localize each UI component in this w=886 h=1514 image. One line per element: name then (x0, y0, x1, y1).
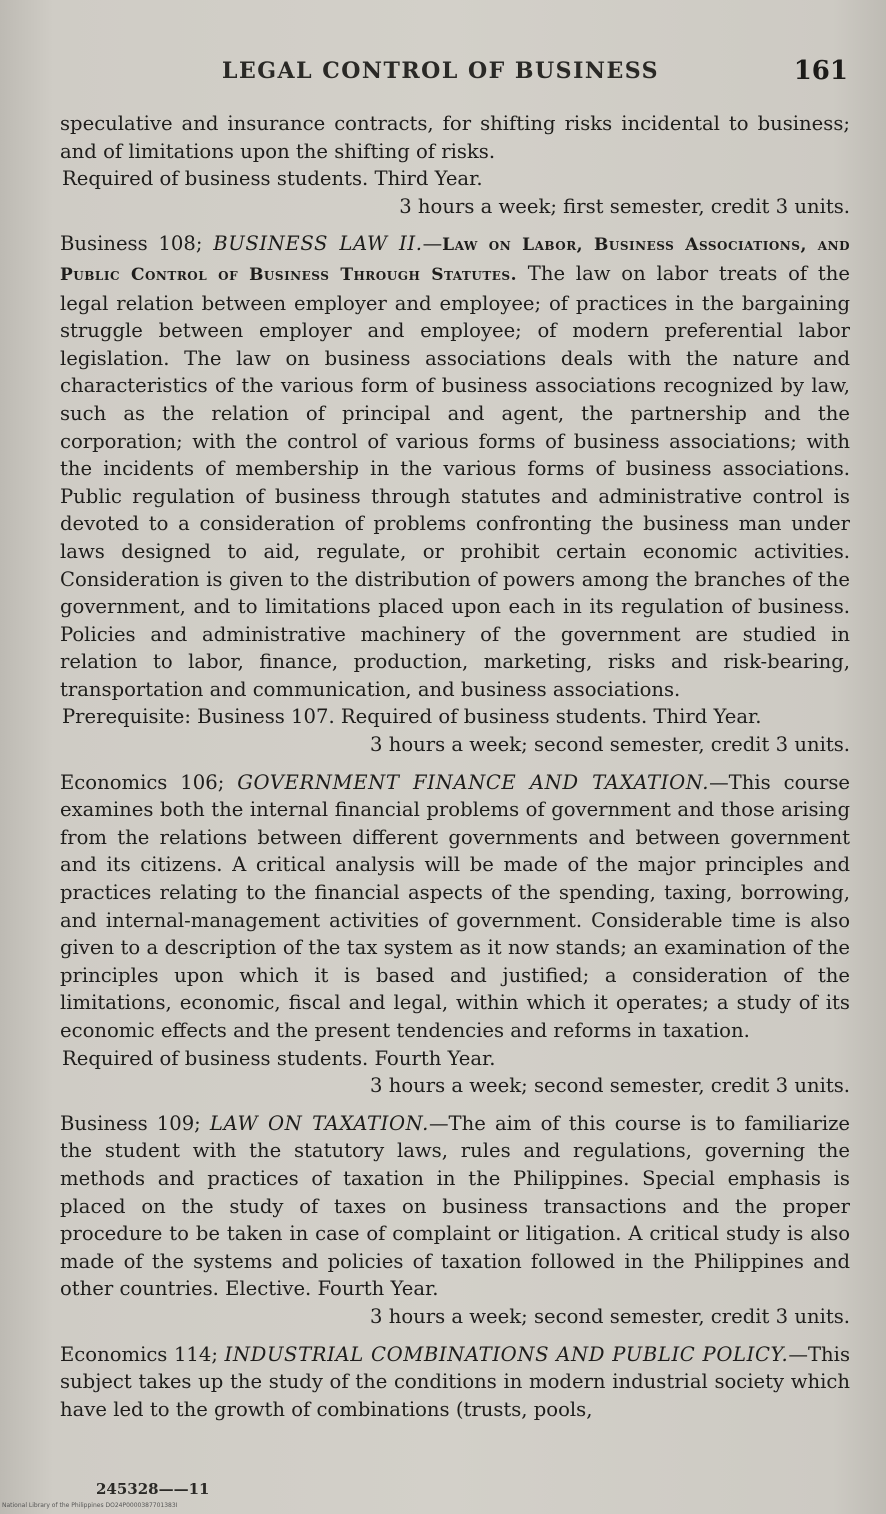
course-economics-114: Economics 114; INDUSTRIAL COMBINATIONS AND PUBLIC POLICY.—This subject takes up the study of the conditions in modern industrial society which have led to the growth of combinations (trusts, pools, (60, 1342, 850, 1421)
course-code: Economics 114; (60, 1342, 218, 1366)
page-number: 161 (793, 56, 848, 86)
course-code: Economics 106; (60, 770, 225, 794)
intro-hours: 3 hours a week; first semester, credit 3 units. (399, 194, 850, 218)
intro-paragraph: speculative and insurance contracts, for shifting risks incidental to business; and of limitations upon the shifting of risks. (60, 112, 850, 163)
course-requirement: Prerequisite: Business 107. Required of business students. Third Year. (62, 705, 762, 729)
course-title: LAW ON TAXATION. (209, 1111, 429, 1135)
scan-credit: National Library of the Philippines DO24P0000387701383I (2, 1502, 178, 1509)
course-title: BUSINESS LAW II. (213, 232, 423, 256)
course-hours: 3 hours a week; second semester, credit 3 units. (370, 1304, 850, 1328)
running-head: LEGAL CONTROL OF BUSINESS (222, 58, 660, 84)
course-economics-106: Economics 106; GOVERNMENT FINANCE AND TAXATION.—This course examines both the internal financial problems of government and those arising from the relations between different governments and between government and its citizens. A critical analysis will be made of the major principles and practices relating to the financial aspects of the spending, taxing, borrowing, and internal-management activities of government. Considerable time is also given to a description of the tax system as it now stands; an examination of the principles upon which it is based and justified; a consideration of the limitations, economic, fiscal and legal, within which it operates; a study of its economic effects and the present tendencies and reforms in taxation. (60, 770, 850, 1042)
course-hours: 3 hours a week; second semester, credit 3 units. (370, 733, 850, 757)
course-description: The aim of this course is to familiarize the student with the statutory laws, rules and regulations, governing the methods and practices of taxation in the Philippines. Special emphasis is placed on the study of taxes on business transactions and the proper procedure to be taken in case of complaint or litigation. A critical study is also made of the systems and policies of taxation followed in the Philippines and other countries. Elective. Fourth Year. (60, 1111, 850, 1301)
course-title: INDUSTRIAL COMBINATIONS AND PUBLIC POLICY. (224, 1342, 789, 1366)
course-code: Business 108; (60, 232, 203, 256)
course-code: Business 109; (60, 1111, 201, 1135)
course-title: GOVERNMENT FINANCE AND TAXATION. (237, 770, 710, 794)
course-business-109: Business 109; LAW ON TAXATION.—The aim of this course is to familiarize the student with the statutory laws, rules and regulations, governing the methods and practices of taxation in the Philippines. Special emphasis is placed on the study of taxes on business transactions and the proper procedure to be taken in case of complaint or litigation. A critical study is also made of the systems and policies of taxation followed in the Philippines and other countries. Elective. Fourth Year. (60, 1111, 850, 1301)
page-body (60, 110, 850, 1423)
printer-signature: 245328——11 (96, 1480, 210, 1498)
course-hours: 3 hours a week; second semester, credit 3 units. (370, 1074, 850, 1098)
course-description: This course examines both the internal financial problems of government and those arising from the relations between different governments and between government and its citizens. A critical analysis will be made of the major principles and practices relating to the financial aspects of the spending, taxing, borrowing, and internal-management activities of government. Considerable time is also given to a description of the tax system as it now stands; an examination of the principles upon which it is based and justified; a consideration of the limitations, economic, fiscal and legal, within which it operates; a study of its economic effects and the present tendencies and reforms in taxation. (60, 770, 850, 1042)
course-business-108: Business 108; BUSINESS LAW II.—Law on Labor, Business Associations, and Public Control of Business Through Statutes. The law on labor treats of the legal relation between employer and employee; of practices in the bargaining struggle between employer and employee; of modern preferential labor legislation. The law on business associations deals with the nature and characteristics of the various form of business associations recognized by law, such as the relation of principal and agent, the partnership and the corporation; with the control of various forms of business associations; with the incidents of membership in the various forms of business associations. Public regulation of business through statutes and administrative control is devoted to a consideration of problems confronting the business man under laws designed to aid, regulate, or prohibit certain economic activities. Consideration is given to the distribution of powers among the branches of the government, and to limitations placed upon each in its regulation of business. Policies and administrative machinery of the government are studied in relation to labor, finance, production, marketing, risks and risk-bearing, transportation and communication, and business associations. (60, 232, 850, 701)
page-header (0, 56, 886, 92)
course-description: This subject takes up the study of the conditions in modern industrial society which have led to the growth of combinations (trusts, pools, (60, 1342, 850, 1421)
course-subtitle: Law on Labor, Business Associations, and Public Control of Business Through Statutes. (60, 235, 850, 285)
intro-requirement: Required of business students. Third Year. (62, 167, 483, 191)
course-description: The law on labor treats of the legal relation between employer and employee; of practices in the bargaining struggle between employer and employee; of modern preferential labor legislation. The law on business associations deals with the nature and characteristics of the various form of business associations recognized by law, such as the relation of principal and agent, the partnership and the corporation; with the control of various forms of business associations; with the incidents of membership in the various forms of business associations. Public regulation of business through statutes and administrative control is devoted to a consideration of problems confronting the business man under laws designed to aid, regulate, or prohibit certain economic activities. Consideration is given to the distribution of powers among the branches of the government, and to limitations placed upon each in its regulation of business. Policies and administrative machinery of the government are studied in relation to labor, finance, production, marketing, risks and risk-bearing, transportation and communication, and business associations. (60, 261, 850, 701)
course-requirement: Required of business students. Fourth Year. (62, 1046, 496, 1070)
